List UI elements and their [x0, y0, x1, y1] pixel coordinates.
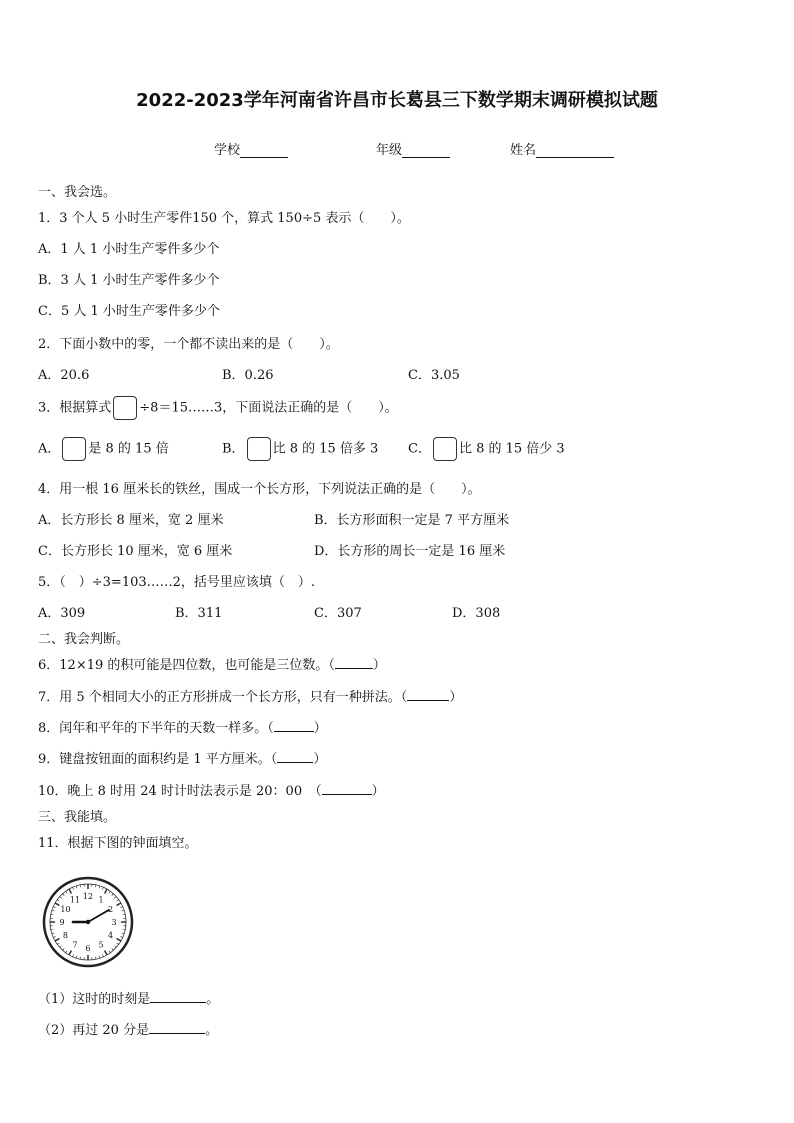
q8-text: 8．闰年和平年的下半年的天数一样多。（	[38, 721, 274, 736]
question-7	[38, 686, 462, 705]
q1-option-c[interactable]: C．5 人 1 小时生产零件多少个	[38, 304, 220, 319]
question-8	[38, 717, 327, 736]
q9-answer-blank[interactable]	[277, 750, 313, 763]
clock-number: 2	[107, 905, 114, 914]
q2-option-a[interactable]: A．20.6	[38, 368, 90, 383]
q11-p2-answer-blank[interactable]	[149, 1021, 205, 1034]
q8-answer-blank[interactable]	[274, 719, 314, 732]
q8-close: ）	[313, 721, 327, 736]
q7-close: ）	[449, 690, 463, 705]
clock-center-pin	[86, 920, 90, 924]
q3-c-label: C．	[408, 441, 431, 457]
q5-option-a[interactable]: A．309	[38, 606, 86, 621]
q11-part-2	[38, 1019, 218, 1038]
clock-number: 5	[98, 940, 104, 950]
clock-number: 11	[69, 895, 81, 905]
q3-a-box	[62, 437, 86, 461]
q9-text: 9．键盘按钮面的面积约是 1 平方厘米。（	[38, 752, 278, 767]
q4-option-c[interactable]: C．长方形长 10 厘米，宽 6 厘米	[38, 544, 233, 559]
clock-number: 7	[72, 940, 78, 950]
section-heading-2: 二、我会判断。	[38, 632, 130, 647]
clock-number: 4	[107, 931, 114, 940]
q1-option-b[interactable]: B．3 人 1 小时生产零件多少个	[38, 273, 220, 288]
q3-a-label: A．	[38, 441, 61, 457]
q11-p1-end: 。	[206, 992, 220, 1007]
q6-text: 6．12×19 的积可能是四位数，也可能是三位数。（	[38, 658, 335, 673]
clock-number: 6	[85, 944, 91, 953]
q3-b-box	[247, 437, 271, 461]
q10-text: 10．晚上 8 时用 24 时计时法表示是 20：00 （	[38, 784, 322, 799]
name-label: 姓名	[510, 143, 537, 158]
clock-number: 3	[111, 918, 117, 927]
q3-option-b[interactable]	[222, 437, 378, 461]
grade-label: 年级	[376, 143, 403, 158]
q5-option-c[interactable]: C．307	[314, 606, 362, 621]
question-4: 4．用一根 16 厘米长的铁丝，围成一个长方形，下列说法正确的是（ ）。	[38, 482, 481, 497]
q10-close: ）	[371, 784, 385, 799]
clock-number: 10	[60, 905, 71, 914]
question-9	[38, 748, 326, 767]
question-10	[38, 780, 385, 799]
q11-part-1	[38, 988, 219, 1007]
question-1: 1．3 个人 5 小时生产零件150 个，算式 150÷5 表示（ ）。	[38, 211, 410, 226]
q2-option-c[interactable]: C．3.05	[408, 368, 460, 383]
q3-stem-post: ÷8＝15……3，下面说法正确的是（ ）。	[139, 400, 398, 416]
q7-text: 7．用 5 个相同大小的正方形拼成一个长方形，只有一种拼法。（	[38, 690, 408, 705]
q2-option-b[interactable]: B．0.26	[222, 368, 274, 383]
name-field	[510, 139, 614, 158]
grade-blank[interactable]	[402, 143, 450, 158]
name-blank[interactable]	[536, 143, 614, 158]
school-blank[interactable]	[240, 143, 288, 158]
q11-p2-end: 。	[205, 1023, 219, 1038]
q3-blank-box	[113, 396, 137, 420]
school-label: 学校	[214, 143, 241, 158]
grade-field	[376, 139, 450, 158]
question-5: 5．（ ）÷3=103……2，括号里应该填（ ）.	[38, 575, 316, 590]
q3-b-text: 比 8 的 15 倍多 3	[272, 441, 379, 457]
question-6	[38, 654, 386, 673]
q4-option-d[interactable]: D．长方形的周长一定是 16 厘米	[314, 544, 506, 559]
q3-c-text: 比 8 的 15 倍少 3	[458, 441, 565, 457]
school-field	[214, 139, 288, 158]
q11-p1-answer-blank[interactable]	[150, 990, 206, 1003]
question-3	[38, 396, 398, 420]
q3-b-label: B．	[222, 441, 245, 457]
page-title: 2022-2023学年河南省许昌市长葛县三下数学期末调研模拟试题	[136, 90, 658, 111]
clock-number: 9	[59, 918, 65, 927]
q11-p1-text: （1）这时的时刻是	[38, 992, 151, 1007]
section-heading-3: 三、我能填。	[38, 810, 117, 825]
question-2: 2．下面小数中的零，一个都不读出来的是（ ）。	[38, 337, 339, 352]
q3-option-a[interactable]	[38, 437, 169, 461]
clock-number: 12	[82, 892, 94, 901]
clock-face-icon	[42, 876, 134, 968]
q10-answer-blank[interactable]	[322, 782, 372, 795]
q3-option-c[interactable]	[408, 437, 565, 461]
clock-number: 8	[62, 931, 69, 940]
question-11: 11．根据下图的钟面填空。	[38, 836, 198, 851]
q11-p2-text: （2）再过 20 分是	[38, 1023, 150, 1038]
q4-option-b[interactable]: B．长方形面积一定是 7 平方厘米	[314, 513, 510, 528]
q6-answer-blank[interactable]	[335, 656, 373, 669]
q9-close: ）	[313, 752, 327, 767]
q7-answer-blank[interactable]	[407, 688, 449, 701]
q3-stem-pre: 3．根据算式	[38, 400, 112, 416]
q6-close: ）	[372, 658, 386, 673]
q1-option-a[interactable]: A．1 人 1 小时生产零件多少个	[38, 242, 220, 257]
q3-a-text: 是 8 的 15 倍	[88, 441, 169, 457]
q4-option-a[interactable]: A．长方形长 8 厘米，宽 2 厘米	[38, 513, 224, 528]
q3-c-box	[433, 437, 457, 461]
clock-number: 1	[98, 895, 104, 905]
section-heading-1: 一、我会选。	[38, 185, 117, 200]
q5-option-b[interactable]: B．311	[175, 606, 223, 621]
q5-option-d[interactable]: D．308	[452, 606, 501, 621]
